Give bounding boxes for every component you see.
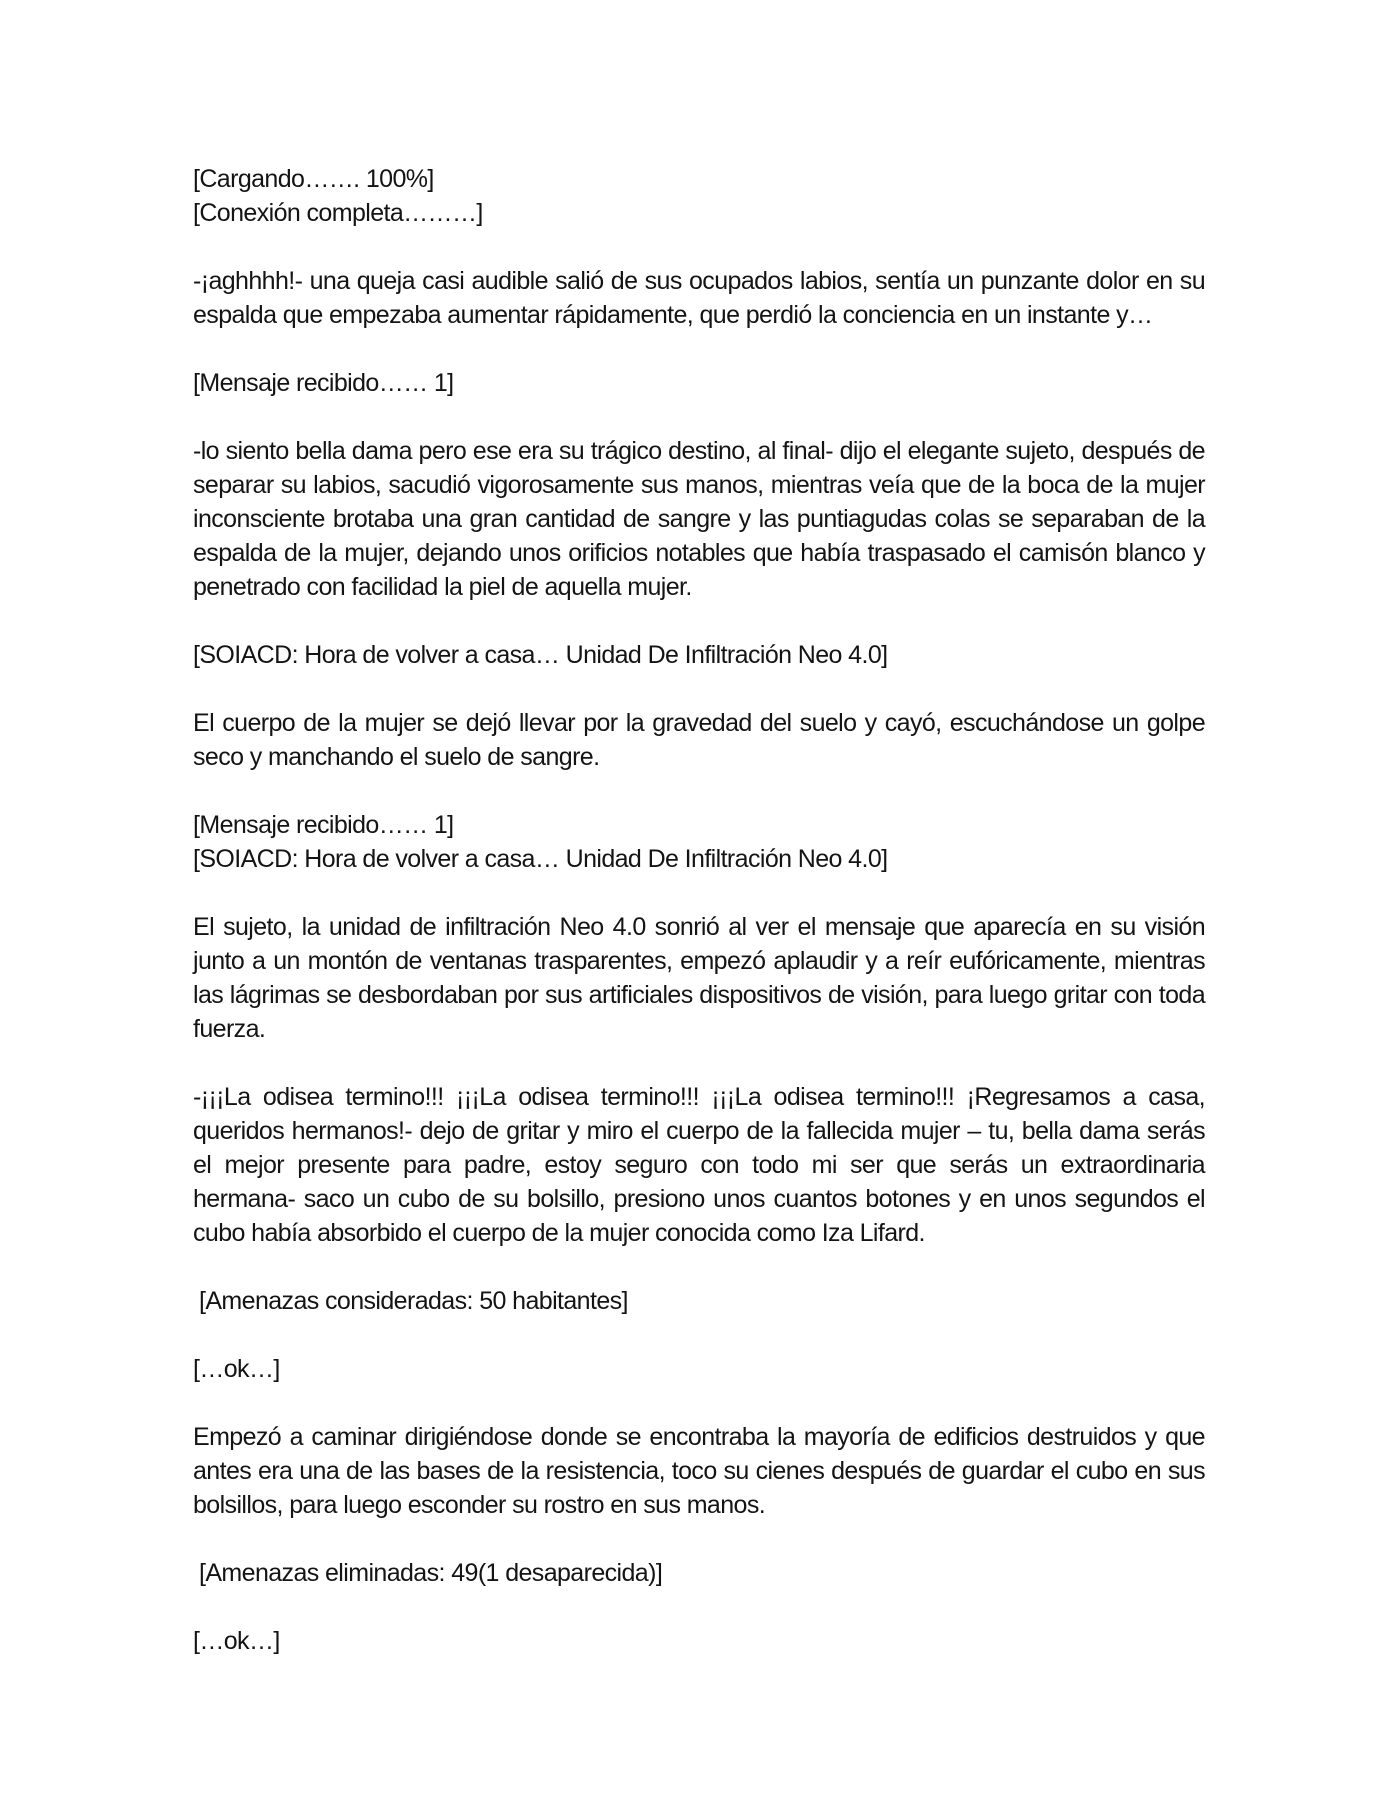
status-threats-considered: [Amenazas consideradas: 50 habitantes] [199,1287,628,1315]
status-line-message-received: [Mensaje recibido…… 1] [193,811,454,839]
status-ok: […ok…] [193,1627,280,1655]
status-line-loading: [Cargando……. 100%] [193,165,434,193]
status-threats-eliminated: [Amenazas eliminadas: 49(1 desaparecida)] [199,1559,663,1587]
status-block-loading [193,162,1205,230]
document-body [193,162,1205,1658]
paragraph: -¡aghhhh!- una queja casi audible salió de sus ocupados labios, sentía un punzante dolor en su espalda que empezaba aumentar rápidamente, que perdió la conciencia en un instante y… [193,267,1205,329]
paragraph: -¡¡¡La odisea termino!!! ¡¡¡La odisea termino!!! ¡¡¡La odisea termino!!! ¡Regresamos a casa, queridos hermanos!- dejo de gritar y miro el cuerpo de la fallecida mujer – tu, bella dama serás el mejor presente para padre, estoy seguro con todo mi ser que serás un extraordinaria hermana- saco un cubo de su bolsillo, presiono unos cuantos botones y en unos segundos el cubo había absorbido el cuerpo de la mujer conocida como Iza Lifard. [193,1083,1205,1247]
status-soiacd: [SOIACD: Hora de volver a casa… Unidad De Infiltración Neo 4.0] [193,641,888,669]
paragraph: Empezó a caminar dirigiéndose donde se encontraba la mayoría de edificios destruidos y que antes era una de las bases de la resistencia, toco su cienes después de guardar el cubo en sus bolsillos, para luego esconder su rostro en sus manos. [193,1423,1205,1519]
status-message-received: [Mensaje recibido…… 1] [193,369,454,397]
paragraph: -lo siento bella dama pero ese era su trágico destino, al final- dijo el elegante sujeto, después de separar su labios, sacudió vigorosamente sus manos, mientras veía que de la boca de la mujer inconsciente brotaba una gran cantidad de sangre y las puntiagudas colas se separaban de la espalda de la mujer, dejando unos orificios notables que había traspasado el camisón blanco y penetrado con facilidad la piel de aquella mujer. [193,437,1205,601]
paragraph: El sujeto, la unidad de infiltración Neo 4.0 sonrió al ver el mensaje que aparecía en su visión junto a un montón de ventanas trasparentes, empezó aplaudir y a reír eufóricamente, mientras las lágrimas se desbordaban por sus artificiales dispositivos de visión, para luego gritar con toda fuerza. [193,913,1205,1043]
paragraph: El cuerpo de la mujer se dejó llevar por la gravedad del suelo y cayó, escuchándose un golpe seco y manchando el suelo de sangre. [193,709,1205,771]
status-block-messages [193,808,1205,876]
status-ok: […ok…] [193,1355,280,1383]
status-line-soiacd: [SOIACD: Hora de volver a casa… Unidad De Infiltración Neo 4.0] [193,845,888,873]
status-line-connection: [Conexión completa………] [193,199,483,227]
